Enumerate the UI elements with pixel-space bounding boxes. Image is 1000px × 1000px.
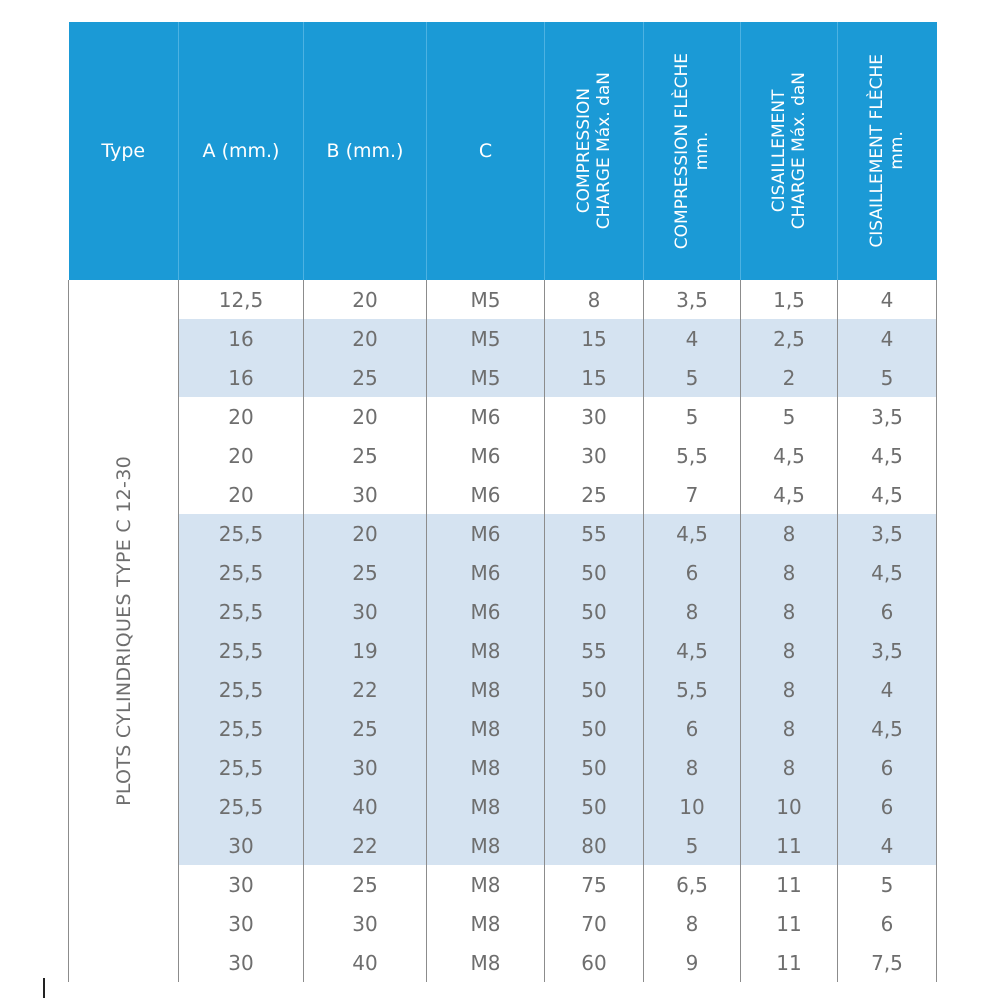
table-cell: 6,5: [644, 865, 741, 904]
table-cell: 15: [545, 358, 644, 397]
table-body: [69, 280, 937, 982]
table-row: [69, 397, 937, 436]
table-cell: M8: [427, 748, 545, 787]
table-cell: 50: [545, 709, 644, 748]
table-cell: 55: [545, 514, 644, 553]
table-cell: 4: [838, 280, 937, 319]
header-a: [179, 22, 304, 280]
table-cell: 2: [741, 358, 838, 397]
table-row: [69, 670, 937, 709]
specifications-table: [68, 22, 937, 982]
table-cell: M5: [427, 280, 545, 319]
table-cell: 30: [179, 865, 304, 904]
table-cell: 30: [304, 475, 427, 514]
header-a-label: A (mm.): [202, 140, 280, 162]
table-cell: M6: [427, 397, 545, 436]
table-cell: 7,5: [838, 943, 937, 982]
table-cell: 8: [644, 592, 741, 631]
table-cell: 8: [741, 514, 838, 553]
table-cell: 5: [644, 826, 741, 865]
table-cell: 4: [838, 826, 937, 865]
table-cell: 6: [838, 592, 937, 631]
header-comp-fleche-label: COMPRESSION FLÈCHE mm.: [672, 52, 712, 250]
table-cell: M8: [427, 904, 545, 943]
table-cell: 4,5: [644, 631, 741, 670]
table-row: [69, 358, 937, 397]
table-cell: 5: [838, 865, 937, 904]
table-row: [69, 475, 937, 514]
table-cell: 30: [179, 826, 304, 865]
table-cell: 8: [644, 748, 741, 787]
table-cell: 4,5: [741, 436, 838, 475]
table-cell: 1,5: [741, 280, 838, 319]
table-cell: 25,5: [179, 631, 304, 670]
header-cis-charge-label: CISAILLEMENT CHARGE Máx. daN: [769, 72, 809, 230]
type-cell: [69, 280, 179, 982]
table-cell: 25,5: [179, 709, 304, 748]
table-cell: M8: [427, 865, 545, 904]
table-cell: 30: [179, 904, 304, 943]
table-cell: 4: [644, 319, 741, 358]
table-cell: 25,5: [179, 592, 304, 631]
table-cell: M8: [427, 787, 545, 826]
table-cell: 5: [838, 358, 937, 397]
table-cell: 25,5: [179, 553, 304, 592]
table-cell: M8: [427, 826, 545, 865]
table-row: [69, 280, 937, 319]
header-type-label: Type: [101, 140, 146, 162]
table-cell: 50: [545, 592, 644, 631]
text-cursor: [43, 978, 45, 998]
table-cell: 25,5: [179, 748, 304, 787]
table-cell: 12,5: [179, 280, 304, 319]
table-cell: 40: [304, 787, 427, 826]
table-cell: 8: [741, 748, 838, 787]
table-cell: 25,5: [179, 787, 304, 826]
table-cell: 4: [838, 670, 937, 709]
table-cell: 16: [179, 358, 304, 397]
header-row: [69, 22, 937, 280]
table-cell: 6: [838, 904, 937, 943]
table-cell: 11: [741, 865, 838, 904]
table-row: [69, 631, 937, 670]
table-row: [69, 319, 937, 358]
table-cell: 20: [304, 397, 427, 436]
table-cell: 6: [838, 748, 937, 787]
table-cell: 50: [545, 670, 644, 709]
table-cell: 25,5: [179, 514, 304, 553]
table-row: [69, 826, 937, 865]
table-cell: 30: [304, 748, 427, 787]
table-cell: 19: [304, 631, 427, 670]
table-cell: 25: [304, 436, 427, 475]
table-cell: 8: [644, 904, 741, 943]
table-cell: 11: [741, 904, 838, 943]
table-cell: M6: [427, 553, 545, 592]
table-cell: 20: [304, 280, 427, 319]
table-cell: 20: [179, 475, 304, 514]
table-cell: 5: [644, 397, 741, 436]
table-cell: 16: [179, 319, 304, 358]
table-cell: M6: [427, 514, 545, 553]
table-cell: 22: [304, 670, 427, 709]
table-row: [69, 787, 937, 826]
table-row: [69, 865, 937, 904]
header-cis-charge: [741, 22, 838, 280]
table-cell: 55: [545, 631, 644, 670]
table-cell: 5: [741, 397, 838, 436]
table-cell: 50: [545, 787, 644, 826]
table-row: [69, 709, 937, 748]
header-b: [304, 22, 427, 280]
header-c: [427, 22, 545, 280]
table-cell: 5: [644, 358, 741, 397]
table-row: [69, 748, 937, 787]
table-cell: M6: [427, 592, 545, 631]
table-cell: 30: [179, 943, 304, 982]
table-cell: 25,5: [179, 670, 304, 709]
table-cell: 25: [545, 475, 644, 514]
table-cell: 40: [304, 943, 427, 982]
table-row: [69, 514, 937, 553]
table-cell: 20: [179, 397, 304, 436]
table-row: [69, 553, 937, 592]
table-cell: 25: [304, 358, 427, 397]
table-cell: 3,5: [838, 397, 937, 436]
table-cell: 8: [741, 670, 838, 709]
table-cell: 30: [304, 904, 427, 943]
table-cell: M6: [427, 436, 545, 475]
table-cell: M8: [427, 631, 545, 670]
table-cell: 6: [644, 709, 741, 748]
table-cell: 4: [838, 319, 937, 358]
table-cell: 20: [304, 319, 427, 358]
table-cell: 10: [644, 787, 741, 826]
table-cell: 25: [304, 553, 427, 592]
table-row: [69, 904, 937, 943]
table-cell: 60: [545, 943, 644, 982]
header-c-label: C: [478, 140, 493, 162]
table-cell: 8: [741, 709, 838, 748]
header-type: [69, 22, 179, 280]
header-comp-charge-label: COMPRESSION CHARGE Máx. daN: [574, 72, 614, 230]
table-cell: M8: [427, 943, 545, 982]
type-label: PLOTS CYLINDRIQUES TYPE C 12-30: [112, 456, 135, 806]
table-cell: 11: [741, 943, 838, 982]
table-cell: 80: [545, 826, 644, 865]
table-cell: M8: [427, 709, 545, 748]
table-row: [69, 436, 937, 475]
table-cell: M5: [427, 319, 545, 358]
table-cell: 6: [838, 787, 937, 826]
table-cell: 4,5: [741, 475, 838, 514]
table-cell: 20: [179, 436, 304, 475]
table-cell: 3,5: [838, 514, 937, 553]
table-cell: 50: [545, 553, 644, 592]
table-cell: 30: [545, 397, 644, 436]
table-cell: 20: [304, 514, 427, 553]
table-cell: 9: [644, 943, 741, 982]
table-cell: 30: [304, 592, 427, 631]
table-cell: 7: [644, 475, 741, 514]
table-cell: 8: [741, 631, 838, 670]
header-comp-charge: [545, 22, 644, 280]
header-cis-fleche: [838, 22, 937, 280]
header-cis-fleche-label: CISAILLEMENT FLÈCHE mm.: [867, 54, 908, 248]
table-cell: 5,5: [644, 436, 741, 475]
table-cell: 4,5: [838, 709, 937, 748]
table-cell: 3,5: [644, 280, 741, 319]
table-cell: 4,5: [838, 475, 937, 514]
table-cell: 25: [304, 865, 427, 904]
table-cell: M5: [427, 358, 545, 397]
table-cell: 75: [545, 865, 644, 904]
table-cell: 11: [741, 826, 838, 865]
table-row: [69, 943, 937, 982]
table-cell: 6: [644, 553, 741, 592]
table-cell: 4,5: [838, 553, 937, 592]
table-cell: 15: [545, 319, 644, 358]
table-cell: 25: [304, 709, 427, 748]
table-cell: 5,5: [644, 670, 741, 709]
table-cell: 22: [304, 826, 427, 865]
table-cell: 70: [545, 904, 644, 943]
table-row: [69, 592, 937, 631]
table-cell: 10: [741, 787, 838, 826]
table-cell: 2,5: [741, 319, 838, 358]
table-cell: 3,5: [838, 631, 937, 670]
table-cell: M6: [427, 475, 545, 514]
table-cell: M8: [427, 670, 545, 709]
table-cell: 4,5: [838, 436, 937, 475]
header-comp-fleche: [644, 22, 741, 280]
table-cell: 8: [741, 553, 838, 592]
table-cell: 50: [545, 748, 644, 787]
table-cell: 30: [545, 436, 644, 475]
table-cell: 8: [545, 280, 644, 319]
table-cell: 4,5: [644, 514, 741, 553]
table-cell: 8: [741, 592, 838, 631]
header-b-label: B (mm.): [326, 140, 404, 162]
